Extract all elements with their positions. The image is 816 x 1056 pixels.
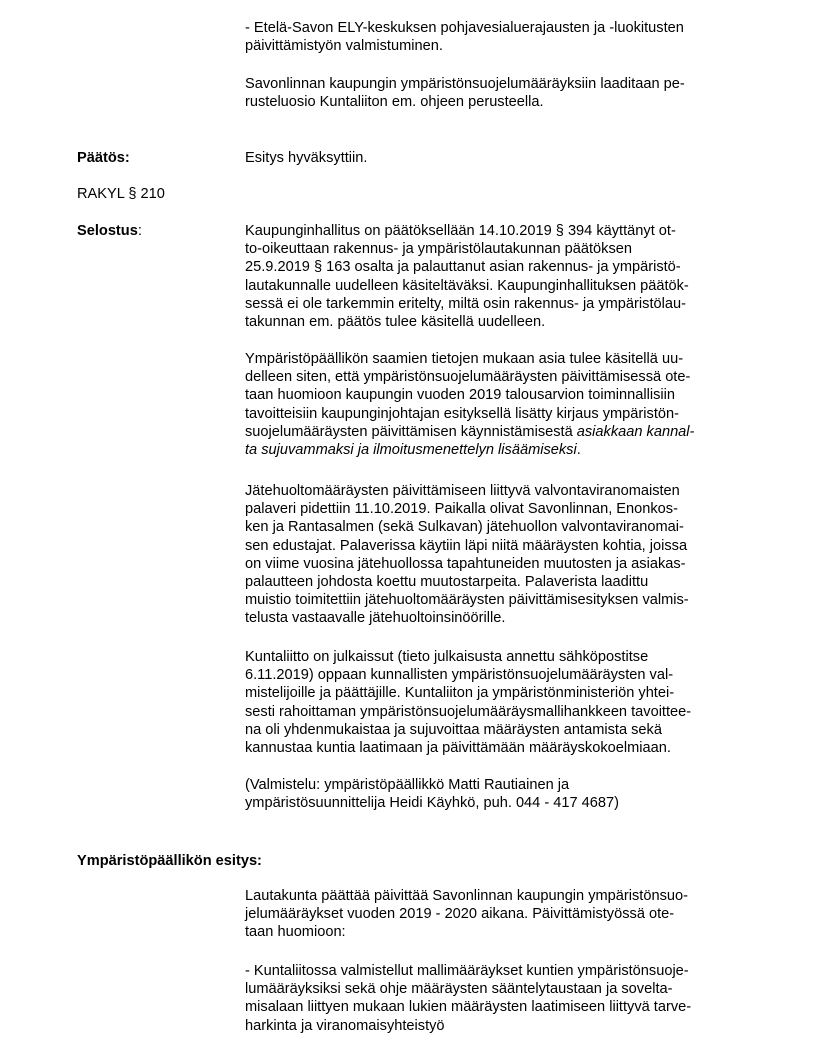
description-label-text: Selostus: [77, 223, 138, 239]
description-paragraph-3: [245, 482, 689, 628]
text-line: sessä ei ole tarkemmin eritelty, miltä osin rakennus- ja ympäristölau-: [245, 295, 686, 312]
description-paragraph-1: [245, 222, 689, 331]
text-line: Savonlinnan kaupungin ympäristönsuojelumääräyksiin laaditaan pe-: [245, 76, 685, 92]
proposal-label: Ympäristöpäällikön esitys:: [77, 853, 262, 869]
description-label: [77, 222, 142, 240]
text-line: Kaupunginhallitus on päätöksellään 14.10.2019 § 394 käyttänyt ot-: [245, 223, 676, 239]
text-line: Kuntaliitto on julkaissut (tieto julkaisusta annettu sähköpostitse: [245, 649, 649, 665]
text-line: lumääräyksiksi sekä ohje määräysten sääntelytaustaan ja sovelta-: [245, 981, 673, 998]
decision-label: Päätös:: [77, 150, 130, 166]
text-line: on viime vuosina jätehuollossa tapahtuneiden muutosten ja asiakas-: [245, 555, 686, 572]
text-line: telusta vastaavalle jätehuoltoinsinöörille.: [245, 610, 506, 627]
text-line: palaveri pidettiin 11.10.2019. Paikalla olivat Savonlinnan, Enonkos-: [245, 501, 678, 518]
text-line: 6.11.2019) oppaan kunnallisten ympäristönsuojelumääräysten val-: [245, 667, 674, 684]
text-line: [245, 441, 694, 459]
italic-text: ta sujuvammaksi ja ilmoitusmenettelyn lisäämiseksi: [245, 442, 577, 459]
text-line: 25.9.2019 § 163 osalta ja palauttanut asian rakennus- ja ympäristö-: [245, 259, 681, 276]
text-line: Jätehuoltomääräysten päivittämiseen liittyvä valvontaviranomaisten: [245, 483, 680, 499]
text-line: takunnan em. päätös tulee käsitellä uudelleen.: [245, 314, 546, 331]
section-reference: RAKYL § 210: [77, 186, 165, 202]
text-line: ympäristösuunnittelija Heidi Käyhkö, puh. 044 - 417 4687): [245, 795, 619, 812]
top-list-item: [245, 19, 684, 55]
text-line: [245, 423, 694, 441]
description-label-colon: :: [137, 223, 142, 239]
text-line: rusteluosio Kuntaliiton em. ohjeen perusteella.: [245, 94, 544, 111]
text-line: tavoitteisiin kaupunginjohtajan esityksellä lisätty kirjaus ympäristön-: [245, 405, 679, 422]
text-run: .: [576, 442, 581, 459]
text-line: to-oikeuttaan rakennus- ja ympäristölautakunnan päätöksen: [245, 241, 632, 258]
text-line: na oli yhdenmukaistaa ja sujuvoittaa määräysten antamista sekä: [245, 721, 662, 738]
top-paragraph: [245, 75, 685, 111]
text-line: päivittämistyön valmistuminen.: [245, 38, 443, 55]
preparer-note: [245, 776, 619, 812]
text-line: - Etelä-Savon ELY-keskuksen pohjavesialuerajausten ja -luokitusten: [245, 20, 684, 36]
text-line: jelumääräykset vuoden 2019 - 2020 aikana. Päivittämistyössä ote-: [245, 906, 675, 923]
text-line: lautakunnalle uudelleen käsiteltäväksi. Kaupunginhallituksen päätök-: [245, 277, 689, 294]
text-line: taan huomioon kaupungin vuoden 2019 talousarvion toiminnallisiin: [245, 387, 676, 404]
text-line: ken ja Rantasalmen (sekä Sulkavan) jätehuollon valvontaviranomai-: [245, 519, 684, 536]
proposal-paragraph: [245, 887, 688, 942]
text-line: sen edustajat. Palaverissa käytiin läpi niitä määräysten kohtia, joissa: [245, 537, 688, 554]
decision-text: Esitys hyväksyttiin.: [245, 150, 368, 166]
text-line: (Valmistelu: ympäristöpäällikkö Matti Rautiainen ja: [245, 777, 570, 793]
description-paragraph-2: [245, 350, 694, 459]
text-line: delleen siten, että ympäristönsuojelumääräysten päivittämisessä ote-: [245, 369, 691, 386]
description-paragraph-4: [245, 648, 691, 757]
text-line: Ympäristöpäällikön saamien tietojen mukaan asia tulee käsitellä uu-: [245, 351, 684, 367]
text-line: palautteen johdosta koettu muutostarpeita. Palaverista laadittu: [245, 574, 649, 591]
text-line: muistio toimitettiin jätehuoltomääräysten päivittämisesityksen valmis-: [245, 592, 689, 609]
proposal-list-item: [245, 962, 691, 1035]
text-line: sesti rahoittaman ympäristönsuojelumääräysmallihankkeen tavoittee-: [245, 703, 692, 720]
text-line: kannustaa kuntia laatimaan ja päivittämään määräyskokoelmiaan.: [245, 740, 671, 757]
text-line: taan huomioon:: [245, 924, 346, 941]
text-run: suojelumääräysten päivittämisen käynnistämisestä: [245, 423, 577, 440]
text-line: misalaan liittyen mukaan lukien määräysten laatimiseen liittyvä tarve-: [245, 999, 692, 1016]
italic-text: asiakkaan kannal-: [576, 423, 695, 440]
text-line: mistelijoille ja päättäjille. Kuntaliiton ja ympäristönministeriön yhtei-: [245, 685, 675, 702]
text-line: - Kuntaliitossa valmistellut mallimääräykset kuntien ympäristönsuoje-: [245, 963, 689, 979]
text-line: Lautakunta päättää päivittää Savonlinnan kaupungin ympäristönsuo-: [245, 888, 688, 904]
text-line: harkinta ja viranomaisyhteistyö: [245, 1017, 445, 1034]
